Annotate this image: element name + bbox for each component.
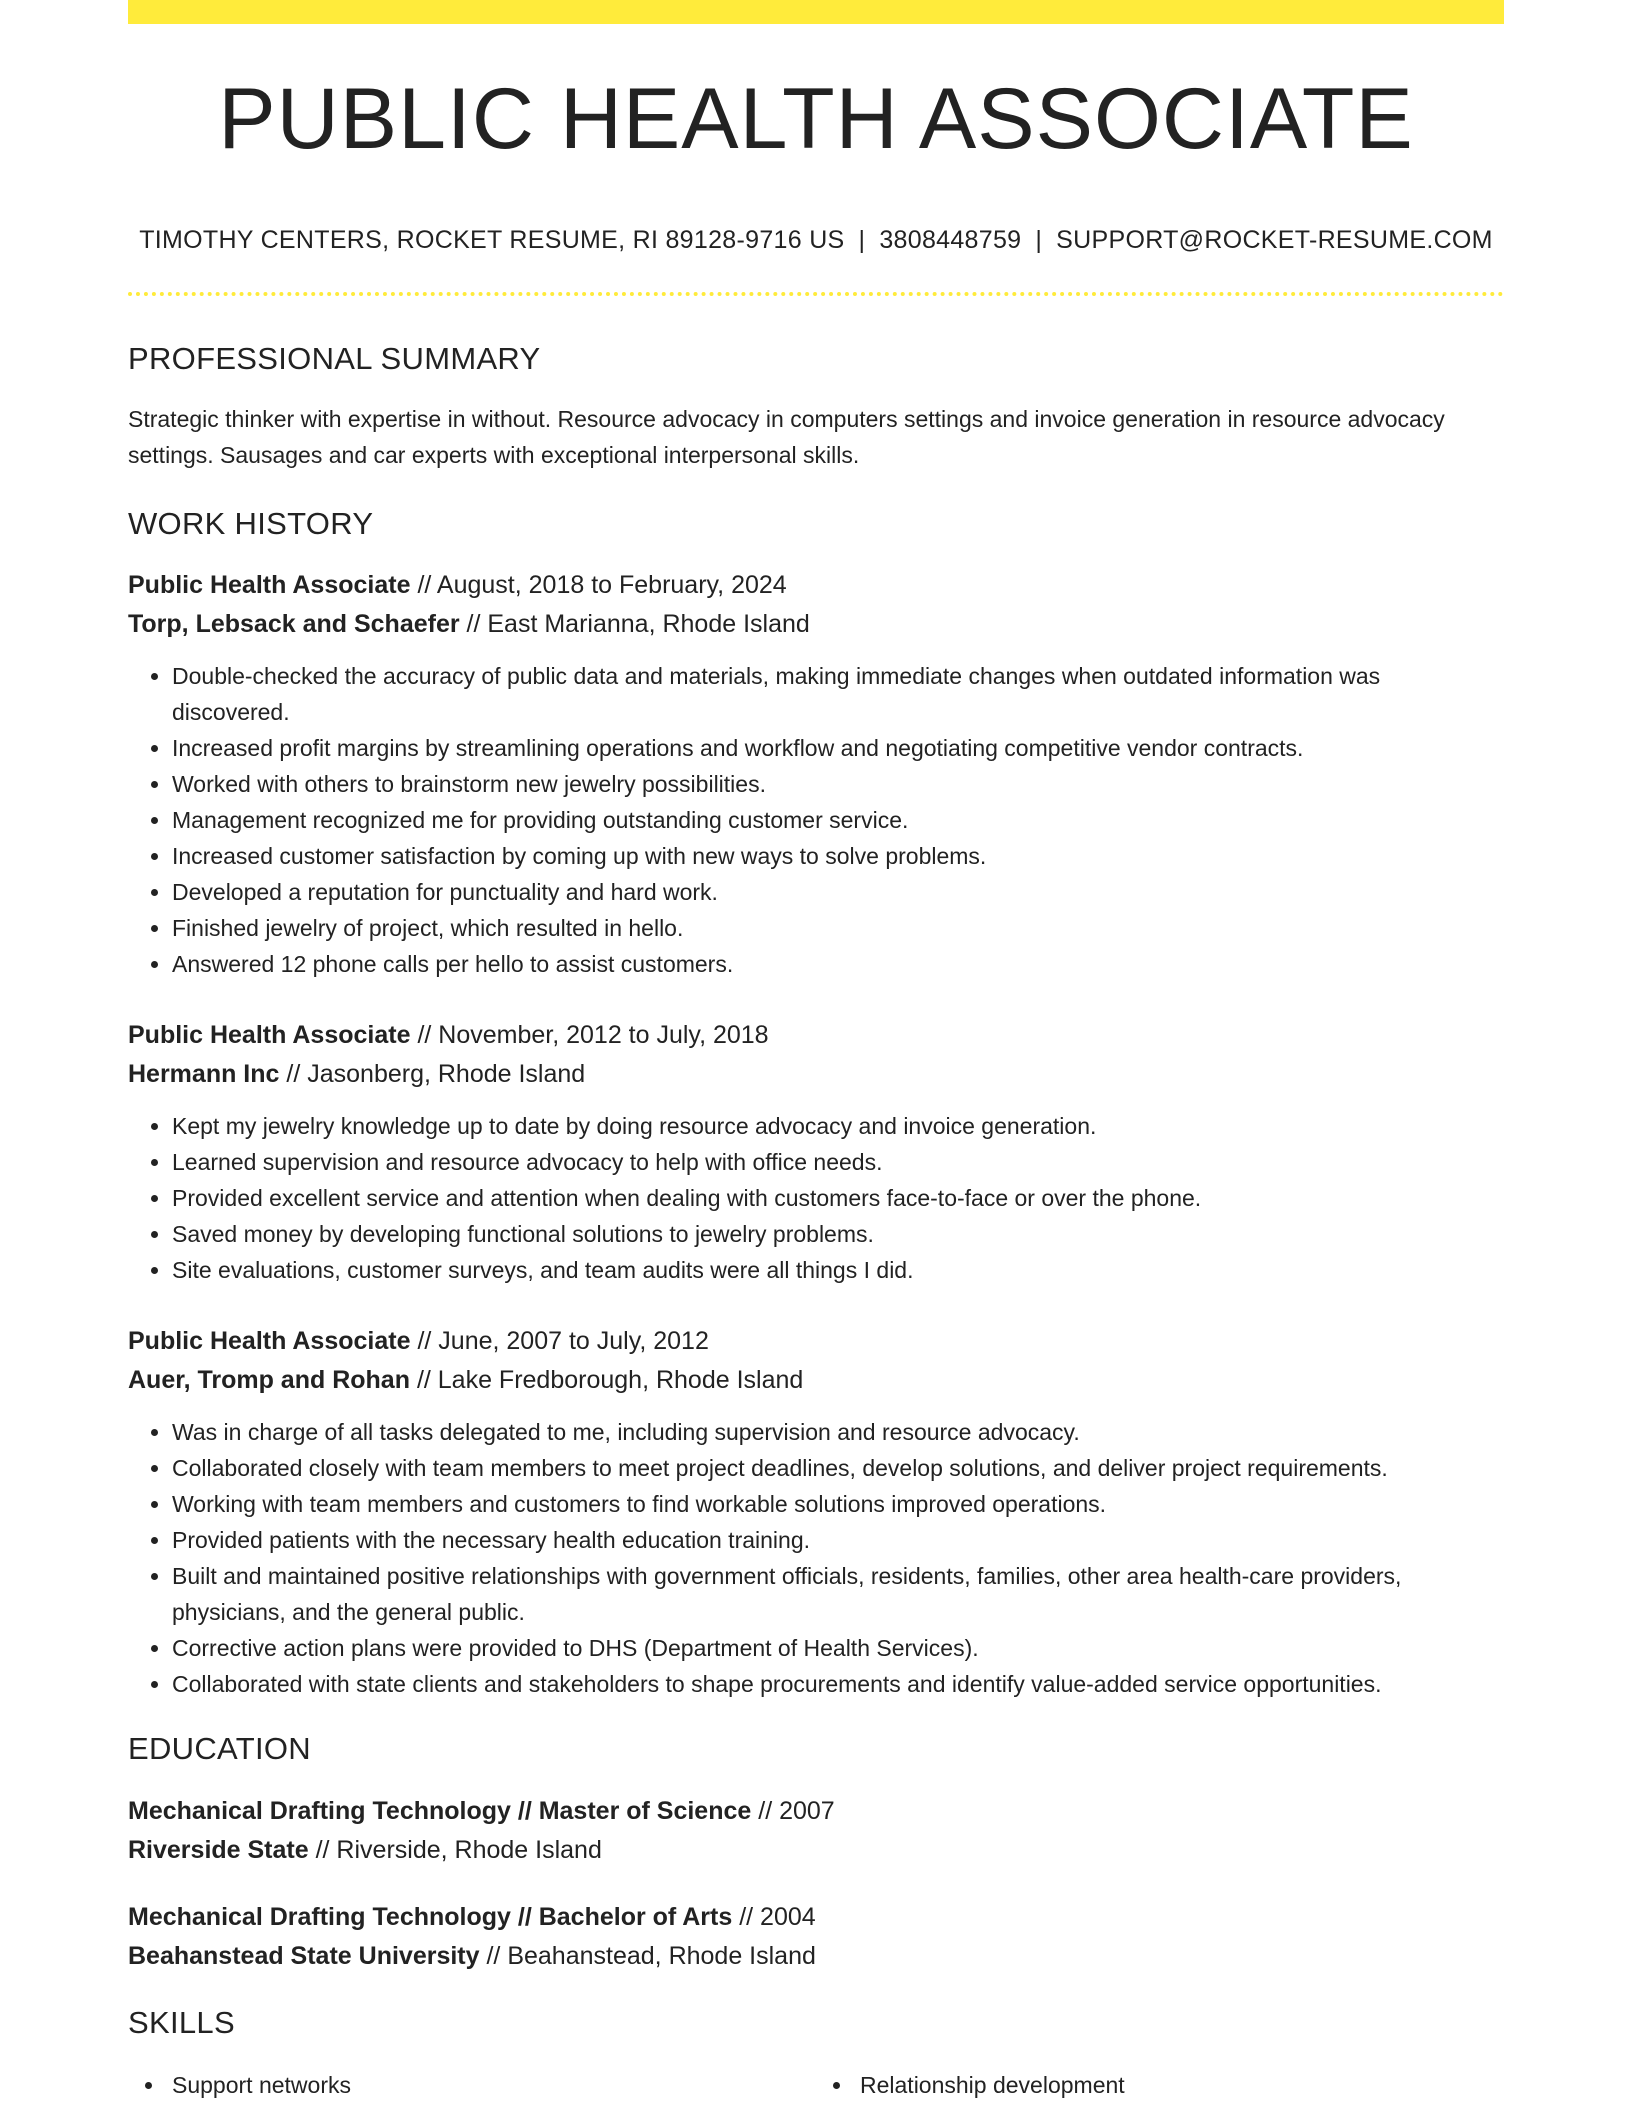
job-bullet: • Developed a reputation for punctuality and hard work. bbox=[172, 874, 1504, 910]
work-history-section bbox=[128, 505, 1504, 1702]
job-bullet: • Management recognized me for providing outstanding customer service. bbox=[172, 802, 1504, 838]
contact-separator: | bbox=[858, 226, 866, 254]
job-company-line bbox=[128, 1361, 1504, 1400]
education-entry bbox=[128, 1792, 1504, 1870]
job-entry bbox=[128, 1016, 1504, 1288]
job-title: Public Health Associate bbox=[128, 1021, 411, 1050]
job-location: // Jasonberg, Rhode Island bbox=[286, 1060, 586, 1089]
job-bullet: • Built and maintained positive relationships with government officials, residents, families, other area health-care providers, physicians, and the general public. bbox=[172, 1558, 1504, 1630]
job-bullet: • Saved money by developing functional solutions to jewelry problems. bbox=[172, 1216, 1504, 1252]
job-company-line bbox=[128, 1055, 1504, 1094]
summary-section bbox=[128, 340, 1504, 473]
job-title-line bbox=[128, 1322, 1504, 1361]
job-bullets bbox=[128, 658, 1504, 982]
job-company: Torp, Lebsack and Schaefer bbox=[128, 610, 460, 639]
job-title-line bbox=[128, 566, 1504, 605]
school-line bbox=[128, 1937, 1504, 1976]
skills-section bbox=[128, 2004, 1504, 2103]
job-bullet: • Double-checked the accuracy of public data and materials, making immediate changes when outdated information was discovered. bbox=[172, 658, 1504, 730]
job-bullet: • Site evaluations, customer surveys, and team audits were all things I did. bbox=[172, 1252, 1504, 1288]
job-dates: // August, 2018 to February, 2024 bbox=[417, 571, 787, 600]
job-entry bbox=[128, 1322, 1504, 1702]
degree-year: // 2007 bbox=[758, 1796, 835, 1825]
job-bullet: • Was in charge of all tasks delegated to me, including supervision and resource advocacy. bbox=[172, 1414, 1504, 1450]
job-bullet: • Worked with others to brainstorm new jewelry possibilities. bbox=[172, 766, 1504, 802]
job-bullet: • Increased profit margins by streamlining operations and workflow and negotiating competitive vendor contracts. bbox=[172, 730, 1504, 766]
summary-heading: PROFESSIONAL SUMMARY bbox=[128, 341, 541, 376]
degree: Mechanical Drafting Technology // Bachelor of Arts bbox=[128, 1902, 733, 1931]
contact-phone: 3808448759 bbox=[879, 226, 1022, 254]
job-title: Public Health Associate bbox=[128, 1327, 411, 1356]
dotted-divider bbox=[128, 292, 1504, 296]
job-company-line bbox=[128, 605, 1504, 644]
job-location: // East Marianna, Rhode Island bbox=[466, 610, 810, 639]
job-bullet: • Answered 12 phone calls per hello to assist customers. bbox=[172, 946, 1504, 982]
school: Beahanstead State University bbox=[128, 1941, 480, 1970]
job-bullets bbox=[128, 1108, 1504, 1288]
summary-text: Strategic thinker with expertise in without. Resource advocacy in computers settings and invoice generation in resource advocacy settings. Sausages and car experts with exceptional interpersonal skills. bbox=[128, 406, 1445, 469]
job-bullet: • Increased customer satisfaction by coming up with new ways to solve problems. bbox=[172, 838, 1504, 874]
degree-line bbox=[128, 1898, 1504, 1937]
job-company: Auer, Tromp and Rohan bbox=[128, 1366, 410, 1395]
skill-item: Relationship development bbox=[816, 2067, 1504, 2103]
degree-line bbox=[128, 1792, 1504, 1831]
job-bullet: • Collaborated closely with team members to meet project deadlines, develop solutions, and deliver project requirements. bbox=[172, 1450, 1504, 1486]
skill-item: Support networks bbox=[128, 2067, 816, 2103]
contact-address: TIMOTHY CENTERS, ROCKET RESUME, RI 89128-9716 US bbox=[139, 226, 845, 254]
contact-line bbox=[128, 226, 1504, 255]
job-bullet: • Provided patients with the necessary health education training. bbox=[172, 1522, 1504, 1558]
job-bullet: • Corrective action plans were provided to DHS (Department of Health Services). bbox=[172, 1630, 1504, 1666]
school-location: // Beahanstead, Rhode Island bbox=[486, 1941, 816, 1970]
skills-heading: SKILLS bbox=[128, 2004, 235, 2040]
job-company: Hermann Inc bbox=[128, 1060, 280, 1089]
school-line bbox=[128, 1831, 1504, 1870]
job-bullet: • Collaborated with state clients and stakeholders to shape procurements and identify value-added service opportunities. bbox=[172, 1666, 1504, 1702]
school-location: // Riverside, Rhode Island bbox=[315, 1835, 602, 1864]
accent-top-bar bbox=[128, 0, 1504, 24]
skills-list bbox=[128, 2067, 1504, 2103]
job-bullet: • Provided excellent service and attention when dealing with customers face-to-face or over the phone. bbox=[172, 1180, 1504, 1216]
degree-year: // 2004 bbox=[739, 1902, 816, 1931]
job-dates: // November, 2012 to July, 2018 bbox=[417, 1021, 769, 1050]
job-entry bbox=[128, 566, 1504, 982]
work-history-heading: WORK HISTORY bbox=[128, 506, 374, 542]
job-location: // Lake Fredborough, Rhode Island bbox=[416, 1366, 804, 1395]
resume-page bbox=[128, 0, 1504, 2103]
resume-title: PUBLIC HEALTH ASSOCIATE bbox=[218, 71, 1414, 167]
education-heading: EDUCATION bbox=[128, 1731, 311, 1767]
contact-separator: | bbox=[1035, 226, 1043, 254]
job-bullet: • Kept my jewelry knowledge up to date by doing resource advocacy and invoice generation. bbox=[172, 1108, 1504, 1144]
job-bullet: • Learned supervision and resource advocacy to help with office needs. bbox=[172, 1144, 1504, 1180]
job-bullet: • Working with team members and customers to find workable solutions improved operations. bbox=[172, 1486, 1504, 1522]
degree: Mechanical Drafting Technology // Master of Science bbox=[128, 1796, 752, 1825]
job-bullets bbox=[128, 1414, 1504, 1702]
job-title: Public Health Associate bbox=[128, 571, 411, 600]
education-section bbox=[128, 1730, 1504, 1975]
job-bullet: • Finished jewelry of project, which resulted in hello. bbox=[172, 910, 1504, 946]
job-dates: // June, 2007 to July, 2012 bbox=[417, 1327, 709, 1356]
job-title-line bbox=[128, 1016, 1504, 1055]
school: Riverside State bbox=[128, 1835, 309, 1864]
education-entry bbox=[128, 1898, 1504, 1976]
contact-email: SUPPORT@ROCKET-RESUME.COM bbox=[1056, 226, 1493, 254]
